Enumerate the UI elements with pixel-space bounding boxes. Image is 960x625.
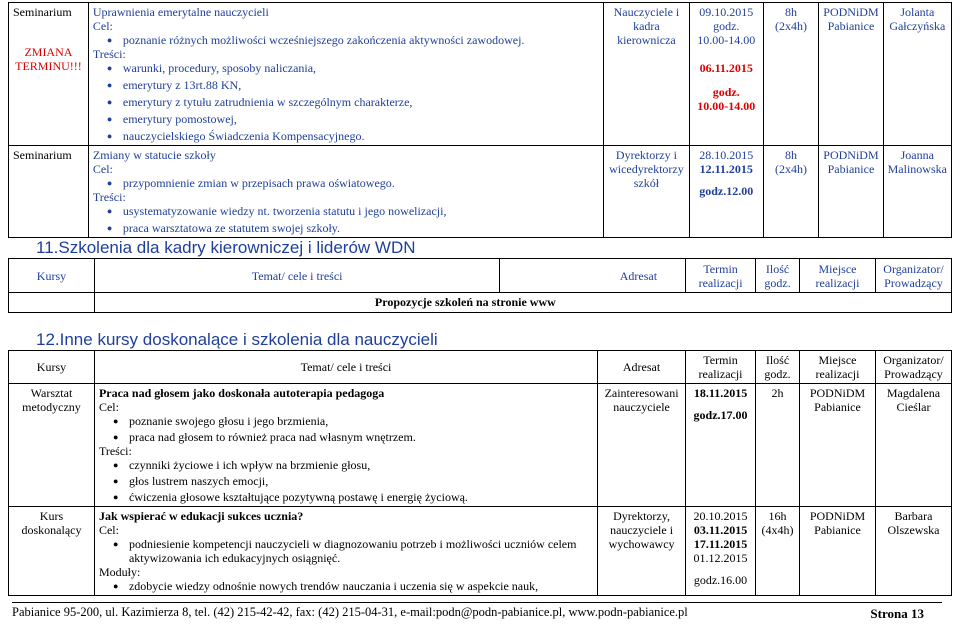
modules-label: Moduły:: [98, 565, 141, 579]
list-item: ● poznanie różnych możliwości wcześniejszego zakończenia aktywności zawodowej.: [123, 33, 599, 47]
organizer: Joanna Malinowska: [883, 146, 951, 238]
header-topic: Temat/ cele i treści: [94, 259, 499, 293]
content-list: [93, 61, 599, 143]
date: 17.11.2015: [693, 537, 748, 551]
goal-label: Cel:: [92, 19, 113, 33]
list-item: ● zdobycie wiedzy odnośnie nowych trendów nauczania i uczenia się w aspekcie nauk,: [129, 579, 593, 593]
top-table: [8, 2, 952, 238]
goal-label: Cel:: [92, 162, 113, 176]
table-row: [9, 293, 952, 313]
list-item: ● czynniki życiowe i ich wpływ na brzmienie głosu,: [129, 458, 593, 472]
old-hours: 10.00-14.00: [697, 33, 756, 47]
page-number: Strona 13: [870, 606, 924, 621]
header-organizer: Organizator/ Prowadzący: [875, 351, 951, 384]
goal-list: [99, 414, 593, 444]
schedule-change-note: ZMIANA TERMINU!!!: [15, 45, 82, 73]
new-date: 06.11.2015: [699, 61, 753, 75]
header-hours: Ilość godz.: [756, 351, 800, 384]
hours-count-cell: [763, 146, 819, 238]
course-kind: Kurs doskonalący: [9, 507, 95, 596]
list-item: ● poznanie swojego głosu i jego brzmienia,: [129, 414, 593, 428]
list-item: ● emerytury z tytułu zatrudnienia w szczególnym charakterze,: [123, 95, 599, 109]
date: 20.10.2015: [693, 509, 748, 523]
list-item: ● emerytury pomostowej,: [123, 112, 599, 126]
table-header-row: [9, 259, 952, 293]
header-audience: Adresat: [500, 259, 686, 293]
section-12-heading: 12.Inne kursy doskonalące i szkolenia dla nauczycieli: [36, 330, 438, 349]
course-topic-cell: [88, 146, 603, 238]
note-cell: [94, 293, 951, 313]
header-courses: Kursy: [9, 259, 95, 293]
goal-list: [93, 176, 599, 190]
table-row: [9, 384, 952, 507]
header-schedule: Termin realizacji: [686, 259, 756, 293]
hours-count: 16h: [768, 509, 787, 523]
list-item: ● warunki, procedury, sposoby naliczania,: [123, 61, 599, 75]
section-12-table: [8, 350, 952, 596]
content-list: [99, 458, 593, 504]
empty-cell: [9, 293, 95, 313]
hours-count-cell: [756, 507, 800, 596]
course-title: Jak wspierać w edukacji sukces ucznia?: [98, 509, 304, 523]
section-11-note: Propozycje szkoleń na stronie www: [374, 295, 556, 309]
audience: Dyrektorzy, nauczyciele i wychowawcy: [598, 507, 686, 596]
header-courses: Kursy: [9, 351, 95, 384]
audience: Nauczyciele i kadra kierownicza: [603, 3, 689, 146]
header-topic: Temat/ cele i treści: [94, 351, 597, 384]
goal-label: Cel:: [98, 523, 119, 537]
schedule-cell: [689, 146, 763, 238]
hours-count: 8h: [784, 5, 797, 19]
venue: PODNiDM Pabianice: [819, 146, 883, 238]
header-venue: Miejsce realizacji: [800, 259, 876, 293]
date: 03.11.2015: [693, 523, 748, 537]
goal-label: Cel:: [98, 400, 119, 414]
table-row: [9, 146, 952, 238]
date: 12.11.2015: [699, 162, 753, 176]
organizer: Jolanta Gałczyńska: [883, 3, 951, 146]
header-schedule: Termin realizacji: [686, 351, 756, 384]
schedule-cell: [686, 507, 756, 596]
audience: Zainteresowani nauczyciele: [598, 384, 686, 507]
course-title: Zmiany w statucie szkoły: [92, 148, 216, 162]
schedule-cell: [689, 3, 763, 146]
course-topic-cell: [94, 384, 597, 507]
content-label: Treści:: [92, 47, 126, 61]
schedule-cell: [686, 384, 756, 507]
table-header-row: [9, 351, 952, 384]
section-11-heading: 11.Szkolenia dla kadry kierowniczej i liderów WDN: [36, 238, 416, 257]
venue: PODNiDM Pabianice: [800, 507, 876, 596]
hours-breakdown: (4x4h): [761, 523, 794, 537]
organizer: Barbara Olszewska: [875, 507, 951, 596]
content-list: [93, 204, 599, 235]
list-item: ● praca warsztatowa ze statutem swojej szkoły.: [123, 221, 599, 235]
hours: godz.12.00: [699, 184, 754, 198]
new-hours-label: godz.: [712, 85, 740, 99]
course-kind: Warsztat metodyczny: [9, 384, 95, 507]
list-item: ● usystematyzowanie wiedzy nt. tworzenia statutu i jego nowelizacji,: [123, 204, 599, 218]
course-kind: Seminarium: [9, 146, 89, 238]
date: 18.11.2015: [693, 386, 748, 400]
course-kind: Seminarium: [13, 5, 72, 19]
page-footer: [12, 602, 942, 620]
hours: godz.17.00: [693, 408, 748, 422]
section-11-table: [8, 258, 952, 313]
date: 01.12.2015: [693, 551, 748, 565]
organizer: Magdalena Cieślar: [875, 384, 951, 507]
hours-breakdown: (2x4h): [774, 19, 807, 33]
old-date: 09.10.2015: [699, 5, 754, 19]
new-hours: 10.00-14.00: [697, 99, 756, 113]
hours-count: 8h: [784, 148, 797, 162]
goal-list: [93, 33, 599, 47]
date: 28.10.2015: [699, 148, 754, 162]
table-row: [9, 507, 952, 596]
header-audience: Adresat: [598, 351, 686, 384]
content-label: Treści:: [98, 444, 132, 458]
header-organizer: Organizator/ Prowadzący: [875, 259, 951, 293]
hours: godz.16.00: [693, 573, 748, 587]
footer-address: Pabianice 95-200, ul. Kazimierza 8, tel. (42) 215-42-42, fax: (42) 215-04-31, e-mail:podn@podn-pabianice.pl, www.podn-pabianice.pl: [12, 605, 688, 619]
course-title: Praca nad głosem jako doskonała autoterapia pedagoga: [98, 386, 385, 400]
list-item: ● nauczycielskiego Świadczenia Kompensacyjnego.: [123, 129, 599, 143]
list-item: ● emerytury z 13rt.88 KN,: [123, 78, 599, 92]
list-item: ● przypomnienie zmian w przepisach prawa oświatowego.: [123, 176, 599, 190]
list-item: ● podniesienie kompetencji nauczycieli w diagnozowaniu potrzeb i możliwości uczniów celem aktywizowania ich edukacyjnych osiągnięć.: [129, 537, 593, 565]
hours-count-cell: [763, 3, 819, 146]
course-topic-cell: [88, 3, 603, 146]
hours-count: 2h: [756, 384, 800, 507]
audience: Dyrektorzy i wicedyrektorzy szkół: [603, 146, 689, 238]
course-topic-cell: [94, 507, 597, 596]
old-hours-label: godz.: [713, 19, 740, 33]
list-item: ● praca nad głosem to również praca nad własnym wnętrzem.: [129, 430, 593, 444]
modules-list: [99, 579, 593, 593]
course-kind-cell: [9, 3, 89, 146]
venue: PODNiDM Pabianice: [800, 384, 876, 507]
hours-breakdown: (2x4h): [774, 162, 807, 176]
list-item: ● ćwiczenia głosowe kształtujące pozytywną postawę i energię życiową.: [129, 490, 593, 504]
list-item: ● głos lustrem naszych emocji,: [129, 474, 593, 488]
course-title: Uprawnienia emerytalne nauczycieli: [92, 5, 269, 19]
goal-list: [99, 537, 593, 565]
content-label: Treści:: [92, 190, 126, 204]
venue: PODNiDM Pabianice: [819, 3, 883, 146]
table-row: [9, 3, 952, 146]
header-hours: Ilość godz.: [756, 259, 800, 293]
header-venue: Miejsce realizacji: [800, 351, 876, 384]
